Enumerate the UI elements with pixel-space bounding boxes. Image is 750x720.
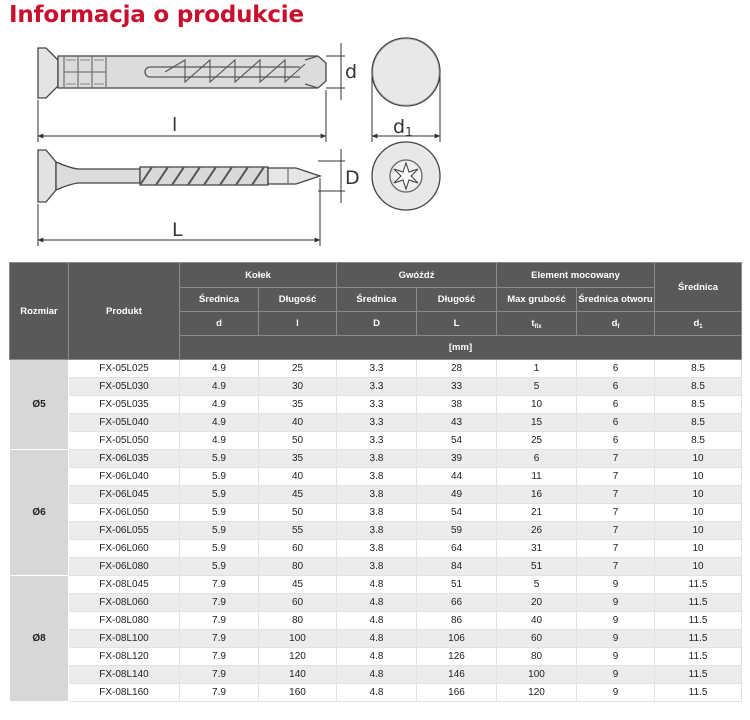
value-cell: 7: [577, 558, 655, 576]
header-kolek-dlugosc: Długość: [259, 288, 337, 312]
header-rozmiar: Rozmiar: [10, 263, 69, 360]
table-row: [10, 522, 742, 540]
value-cell: 11.5: [655, 666, 742, 684]
value-cell: 45: [259, 486, 337, 504]
value-cell: 54: [417, 432, 497, 450]
table-row: [10, 558, 742, 576]
value-cell: 26: [497, 522, 577, 540]
value-cell: 30: [259, 378, 337, 396]
header-sym-L: L: [417, 312, 497, 336]
value-cell: 100: [259, 630, 337, 648]
product-code-cell: FX-06L055: [69, 522, 180, 540]
anchor-sleeve-side-view: [38, 48, 326, 98]
value-cell: 166: [417, 684, 497, 702]
value-cell: 25: [497, 432, 577, 450]
value-cell: 35: [259, 396, 337, 414]
header-sym-tfix: $t_{fix}$: [497, 312, 577, 336]
header-element-mocowany: Element mocowany: [497, 263, 655, 288]
header-sym-D: D: [337, 312, 417, 336]
header-sym-l: l: [259, 312, 337, 336]
value-cell: 8.5: [655, 432, 742, 450]
table-row: [10, 666, 742, 684]
value-cell: 5: [497, 378, 577, 396]
technical-drawing: [0, 30, 750, 255]
value-cell: 40: [259, 468, 337, 486]
table-row: [10, 378, 742, 396]
screw-nail-side-view: [38, 150, 320, 202]
value-cell: 4.8: [337, 684, 417, 702]
value-cell: 7: [577, 540, 655, 558]
value-cell: 40: [497, 612, 577, 630]
value-cell: 120: [259, 648, 337, 666]
table-row: [10, 612, 742, 630]
table-row: [10, 486, 742, 504]
value-cell: 5: [497, 576, 577, 594]
value-cell: 5.9: [180, 486, 259, 504]
product-code-cell: FX-06L045: [69, 486, 180, 504]
value-cell: 10: [655, 540, 742, 558]
product-code-cell: FX-06L035: [69, 450, 180, 468]
value-cell: 7.9: [180, 684, 259, 702]
value-cell: 40: [259, 414, 337, 432]
value-cell: 4.8: [337, 630, 417, 648]
header-gwozdz-srednica: Średnica: [337, 288, 417, 312]
table-row: [10, 432, 742, 450]
label-D: D: [345, 167, 360, 189]
value-cell: 3.3: [337, 414, 417, 432]
label-L: L: [172, 219, 183, 241]
value-cell: 3.3: [337, 378, 417, 396]
value-cell: 10: [655, 522, 742, 540]
header-sym-d1: $d_1$: [655, 312, 742, 336]
value-cell: 4.9: [180, 396, 259, 414]
value-cell: 8.5: [655, 414, 742, 432]
value-cell: 20: [497, 594, 577, 612]
value-cell: 55: [259, 522, 337, 540]
value-cell: 45: [259, 576, 337, 594]
product-code-cell: FX-06L040: [69, 468, 180, 486]
value-cell: 11.5: [655, 630, 742, 648]
value-cell: 10: [655, 504, 742, 522]
value-cell: 21: [497, 504, 577, 522]
value-cell: 7.9: [180, 666, 259, 684]
value-cell: 39: [417, 450, 497, 468]
value-cell: 6: [577, 414, 655, 432]
value-cell: 11.5: [655, 648, 742, 666]
value-cell: 4.8: [337, 594, 417, 612]
value-cell: 28: [417, 360, 497, 378]
value-cell: 120: [497, 684, 577, 702]
product-code-cell: FX-08L160: [69, 684, 180, 702]
header-sym-d: d: [180, 312, 259, 336]
page-title: Informacja o produkcie: [9, 2, 304, 28]
dimension-l: [38, 90, 326, 142]
value-cell: 66: [417, 594, 497, 612]
product-code-cell: FX-05L040: [69, 414, 180, 432]
anchor-head-front-view: [372, 38, 440, 106]
value-cell: 6: [577, 396, 655, 414]
table-body: [10, 360, 742, 702]
value-cell: 9: [577, 666, 655, 684]
value-cell: 4.8: [337, 612, 417, 630]
value-cell: 6: [577, 360, 655, 378]
value-cell: 3.8: [337, 540, 417, 558]
value-cell: 80: [259, 558, 337, 576]
value-cell: 140: [259, 666, 337, 684]
value-cell: 10: [655, 486, 742, 504]
product-spec-table: [9, 262, 742, 702]
value-cell: 3.8: [337, 450, 417, 468]
product-code-cell: FX-08L080: [69, 612, 180, 630]
header-gwozdz-dlugosc: Długość: [417, 288, 497, 312]
header-gwozdz: Gwóźdź: [337, 263, 497, 288]
product-code-cell: FX-08L140: [69, 666, 180, 684]
value-cell: 49: [417, 486, 497, 504]
value-cell: 9: [577, 576, 655, 594]
dimension-drawing-svg: [0, 30, 750, 255]
value-cell: 5.9: [180, 522, 259, 540]
value-cell: 5.9: [180, 468, 259, 486]
value-cell: 8.5: [655, 378, 742, 396]
value-cell: 50: [259, 504, 337, 522]
value-cell: 3.8: [337, 558, 417, 576]
value-cell: 59: [417, 522, 497, 540]
product-code-cell: FX-05L050: [69, 432, 180, 450]
value-cell: 43: [417, 414, 497, 432]
value-cell: 9: [577, 612, 655, 630]
value-cell: 35: [259, 450, 337, 468]
value-cell: 11.5: [655, 684, 742, 702]
size-group-cell: Ø8: [10, 576, 69, 702]
table-row: [10, 576, 742, 594]
value-cell: 3.8: [337, 504, 417, 522]
value-cell: 60: [497, 630, 577, 648]
value-cell: 15: [497, 414, 577, 432]
value-cell: 3.8: [337, 468, 417, 486]
value-cell: 10: [497, 396, 577, 414]
value-cell: 5.9: [180, 540, 259, 558]
table-row: [10, 684, 742, 702]
header-kolek-srednica: Średnica: [180, 288, 259, 312]
value-cell: 7.9: [180, 630, 259, 648]
value-cell: 9: [577, 594, 655, 612]
value-cell: 106: [417, 630, 497, 648]
value-cell: 86: [417, 612, 497, 630]
value-cell: 8.5: [655, 396, 742, 414]
value-cell: 7: [577, 504, 655, 522]
product-code-cell: FX-06L050: [69, 504, 180, 522]
value-cell: 7.9: [180, 576, 259, 594]
label-d1: d1: [393, 116, 413, 139]
table-row: [10, 630, 742, 648]
value-cell: 3.3: [337, 396, 417, 414]
value-cell: 5.9: [180, 450, 259, 468]
screw-head-front-view: [372, 142, 440, 210]
value-cell: 7.9: [180, 648, 259, 666]
value-cell: 7: [577, 522, 655, 540]
value-cell: 160: [259, 684, 337, 702]
value-cell: 11: [497, 468, 577, 486]
value-cell: 3.8: [337, 522, 417, 540]
table-row: [10, 468, 742, 486]
header-kolek: Kołek: [180, 263, 337, 288]
value-cell: 60: [259, 540, 337, 558]
product-code-cell: FX-05L025: [69, 360, 180, 378]
value-cell: 4.9: [180, 414, 259, 432]
value-cell: 7: [577, 468, 655, 486]
value-cell: 5.9: [180, 504, 259, 522]
value-cell: 146: [417, 666, 497, 684]
dimension-d: [326, 43, 345, 100]
value-cell: 10: [655, 450, 742, 468]
value-cell: 11.5: [655, 612, 742, 630]
value-cell: 60: [259, 594, 337, 612]
value-cell: 5.9: [180, 558, 259, 576]
table-row: [10, 540, 742, 558]
value-cell: 11.5: [655, 576, 742, 594]
value-cell: 33: [417, 378, 497, 396]
value-cell: 50: [259, 432, 337, 450]
label-l: l: [172, 114, 178, 136]
value-cell: 6: [577, 432, 655, 450]
table-row: [10, 396, 742, 414]
value-cell: 7: [577, 486, 655, 504]
table-row: [10, 648, 742, 666]
value-cell: 6: [497, 450, 577, 468]
value-cell: 31: [497, 540, 577, 558]
product-code-cell: FX-08L100: [69, 630, 180, 648]
value-cell: 1: [497, 360, 577, 378]
value-cell: 64: [417, 540, 497, 558]
value-cell: 7.9: [180, 594, 259, 612]
value-cell: 84: [417, 558, 497, 576]
size-group-cell: Ø5: [10, 360, 69, 450]
value-cell: 4.9: [180, 378, 259, 396]
value-cell: 8.5: [655, 360, 742, 378]
value-cell: 80: [259, 612, 337, 630]
product-code-cell: FX-08L045: [69, 576, 180, 594]
value-cell: 3.8: [337, 486, 417, 504]
header-srednica-group: Średnica: [655, 263, 742, 312]
value-cell: 3.3: [337, 432, 417, 450]
size-group-cell: Ø6: [10, 450, 69, 576]
value-cell: 10: [655, 558, 742, 576]
value-cell: 11.5: [655, 594, 742, 612]
label-d: d: [345, 61, 358, 83]
value-cell: 4.9: [180, 360, 259, 378]
header-max-grubosc: Max grubość: [497, 288, 577, 312]
value-cell: 51: [497, 558, 577, 576]
value-cell: 16: [497, 486, 577, 504]
value-cell: 54: [417, 504, 497, 522]
value-cell: 4.8: [337, 648, 417, 666]
header-unit: [mm]: [180, 336, 742, 360]
value-cell: 80: [497, 648, 577, 666]
table-row: [10, 360, 742, 378]
value-cell: 126: [417, 648, 497, 666]
value-cell: 4.8: [337, 576, 417, 594]
header-produkt: Produkt: [69, 263, 180, 360]
table-row: [10, 504, 742, 522]
value-cell: 38: [417, 396, 497, 414]
product-code-cell: FX-05L035: [69, 396, 180, 414]
product-code-cell: FX-08L120: [69, 648, 180, 666]
table-header: [10, 263, 742, 360]
table-row: [10, 414, 742, 432]
header-sym-df: $d_f$: [577, 312, 655, 336]
value-cell: 10: [655, 468, 742, 486]
value-cell: 51: [417, 576, 497, 594]
value-cell: 100: [497, 666, 577, 684]
value-cell: 3.3: [337, 360, 417, 378]
value-cell: 25: [259, 360, 337, 378]
product-code-cell: FX-05L030: [69, 378, 180, 396]
table-row: [10, 594, 742, 612]
value-cell: 9: [577, 630, 655, 648]
table-row: [10, 450, 742, 468]
product-code-cell: FX-06L060: [69, 540, 180, 558]
value-cell: 7.9: [180, 612, 259, 630]
value-cell: 9: [577, 648, 655, 666]
value-cell: 4.9: [180, 432, 259, 450]
header-srednica-otworu: Średnica otworu: [577, 288, 655, 312]
value-cell: 44: [417, 468, 497, 486]
value-cell: 7: [577, 450, 655, 468]
value-cell: 9: [577, 684, 655, 702]
value-cell: 4.8: [337, 666, 417, 684]
product-code-cell: FX-08L060: [69, 594, 180, 612]
value-cell: 6: [577, 378, 655, 396]
product-code-cell: FX-06L080: [69, 558, 180, 576]
